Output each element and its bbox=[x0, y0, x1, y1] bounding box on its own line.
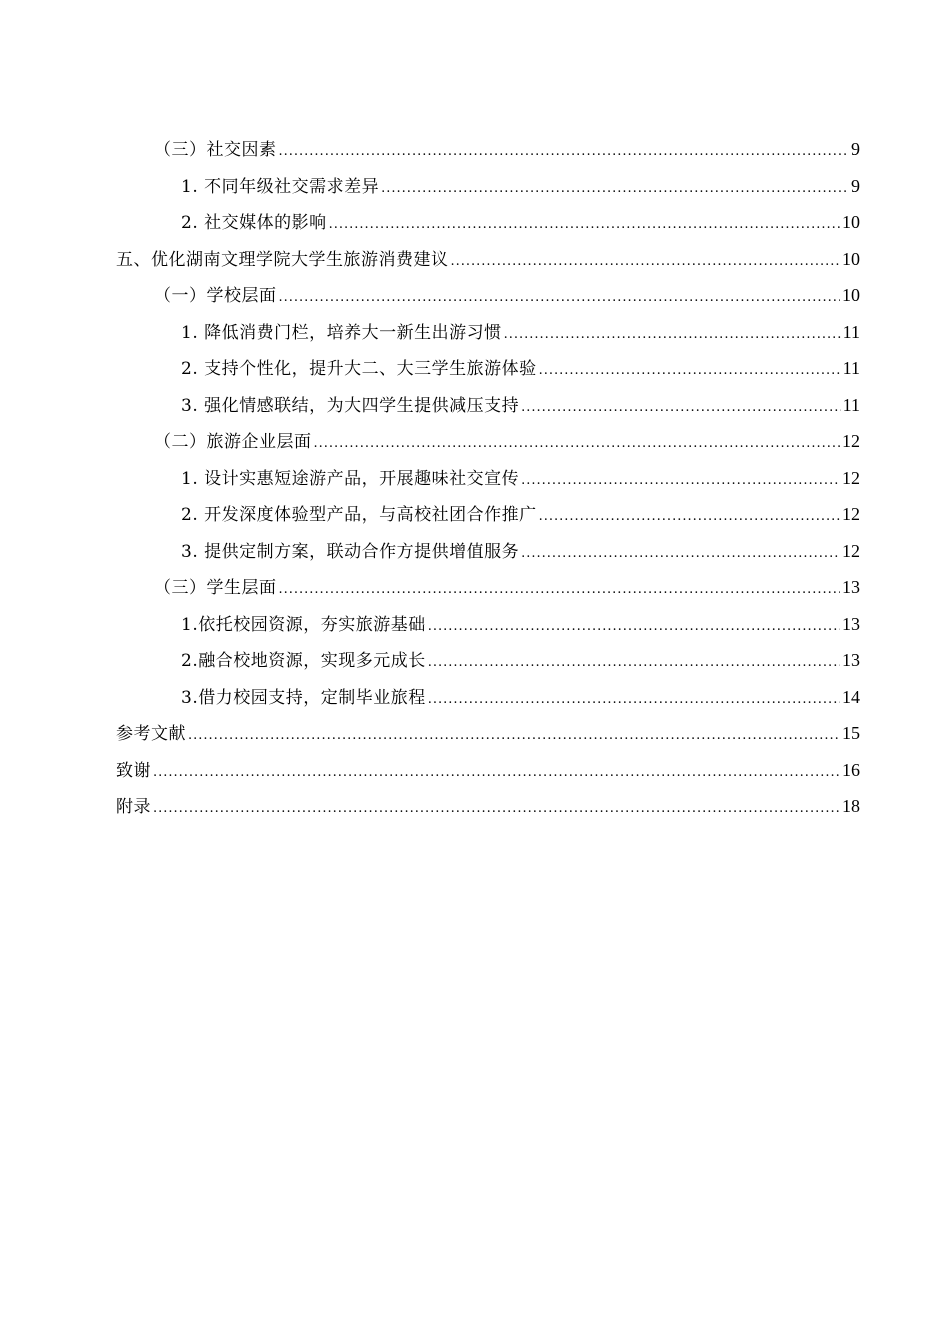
toc-entry-page: 12 bbox=[842, 504, 860, 524]
toc-entry-title: 2.融合校地资源，实现多元成长 bbox=[181, 651, 426, 671]
toc-entry-page: 15 bbox=[842, 723, 860, 743]
toc-entry[interactable] bbox=[116, 755, 860, 791]
toc-entry-page: 10 bbox=[842, 212, 860, 232]
toc-leader-dots bbox=[153, 794, 840, 824]
toc-entry-title: 1. 设计实惠短途游产品，开展趣味社交宣传 bbox=[181, 468, 520, 489]
toc-leader-dots bbox=[329, 210, 840, 240]
toc-entry-page: 13 bbox=[842, 650, 860, 670]
toc-leader-dots bbox=[279, 575, 841, 605]
toc-entry-page: 11 bbox=[842, 321, 860, 342]
toc-leader-dots bbox=[504, 320, 841, 350]
toc-entry-title: 2. 社交媒体的影响 bbox=[181, 213, 327, 233]
toc-entry-page: 11 bbox=[842, 358, 860, 378]
toc-leader-dots bbox=[521, 393, 841, 423]
toc-leader-dots bbox=[539, 502, 840, 532]
toc-entry-title: 3.借力校园支持，定制毕业旅程 bbox=[181, 687, 426, 708]
toc-entry[interactable] bbox=[181, 645, 860, 681]
toc-entry[interactable] bbox=[181, 390, 860, 426]
toc-entry-title: 1. 降低消费门栏，培养大一新生出游习惯 bbox=[181, 322, 502, 343]
toc-entry[interactable] bbox=[181, 207, 860, 243]
toc-entry[interactable] bbox=[181, 536, 860, 572]
toc-entry-title: （一）学校层面 bbox=[154, 286, 277, 306]
toc-entry-title: 1.依托校园资源，夯实旅游基础 bbox=[181, 614, 426, 635]
toc-entry[interactable] bbox=[154, 280, 860, 316]
toc-entry[interactable] bbox=[181, 463, 860, 499]
toc-entry-title: 2. 开发深度体验型产品，与高校社团合作推广 bbox=[181, 505, 537, 525]
toc-entry[interactable] bbox=[181, 499, 860, 535]
toc-entry-page: 12 bbox=[842, 467, 860, 488]
toc-entry-title: 五、优化湖南文理学院大学生旅游消费建议 bbox=[116, 249, 449, 270]
toc-entry-page: 13 bbox=[842, 613, 860, 634]
toc-entry[interactable] bbox=[181, 317, 860, 353]
toc-entry-page: 16 bbox=[842, 759, 860, 780]
toc-entry[interactable] bbox=[181, 353, 860, 389]
toc-leader-dots bbox=[428, 685, 840, 715]
toc-entry-page: 10 bbox=[842, 248, 860, 269]
toc-entry-page: 18 bbox=[842, 796, 860, 816]
toc-leader-dots bbox=[451, 247, 841, 277]
toc-entry-page: 12 bbox=[842, 540, 860, 561]
toc-entry[interactable] bbox=[116, 244, 860, 280]
toc-leader-dots bbox=[539, 356, 841, 386]
toc-entry-title: （二）旅游企业层面 bbox=[154, 432, 312, 452]
toc-entry[interactable] bbox=[181, 171, 860, 207]
toc-leader-dots bbox=[521, 466, 840, 496]
toc-entry-page: 14 bbox=[842, 686, 860, 707]
toc-entry-title: （三）社交因素 bbox=[154, 140, 277, 160]
toc-entry[interactable] bbox=[154, 572, 860, 608]
toc-entry[interactable] bbox=[154, 134, 860, 170]
toc-leader-dots bbox=[314, 429, 841, 459]
toc-entry-title: 附录 bbox=[116, 797, 151, 817]
toc-entry[interactable] bbox=[181, 609, 860, 645]
toc-entry-page: 9 bbox=[851, 139, 860, 159]
toc-entry-title: 参考文献 bbox=[116, 724, 186, 744]
toc-leader-dots bbox=[381, 174, 849, 204]
toc-leader-dots bbox=[428, 648, 840, 678]
toc-entry[interactable] bbox=[181, 682, 860, 718]
toc-entry[interactable] bbox=[116, 718, 860, 754]
toc-entry-title: 3. 强化情感联结，为大四学生提供减压支持 bbox=[181, 395, 520, 416]
toc-leader-dots bbox=[188, 721, 840, 751]
toc-entry[interactable] bbox=[154, 426, 860, 462]
toc-entry-title: 致谢 bbox=[116, 760, 151, 781]
toc-entry-title: 2. 支持个性化，提升大二、大三学生旅游体验 bbox=[181, 359, 537, 379]
toc-leader-dots bbox=[153, 758, 840, 788]
toc-entry-page: 10 bbox=[842, 285, 860, 305]
toc-leader-dots bbox=[521, 539, 840, 569]
toc-entry-page: 11 bbox=[842, 394, 860, 415]
toc-entry-title: （三）学生层面 bbox=[154, 578, 277, 598]
toc-leader-dots bbox=[279, 137, 850, 167]
toc-leader-dots bbox=[428, 612, 840, 642]
toc-entry-page: 13 bbox=[842, 577, 860, 597]
toc-entry-page: 12 bbox=[842, 431, 860, 451]
toc-entry[interactable] bbox=[116, 791, 860, 827]
toc-entry-page: 9 bbox=[851, 175, 860, 196]
toc-entry-title: 3. 提供定制方案，联动合作方提供增值服务 bbox=[181, 541, 520, 562]
toc-leader-dots bbox=[279, 283, 841, 313]
toc-entry-title: 1. 不同年级社交需求差异 bbox=[181, 176, 380, 197]
